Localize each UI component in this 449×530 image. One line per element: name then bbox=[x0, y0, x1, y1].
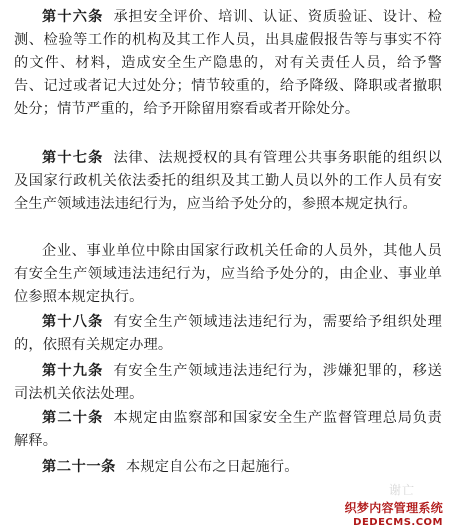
article-21 bbox=[14, 456, 442, 479]
watermark-title: 织梦内容管理系统 bbox=[344, 501, 443, 515]
article-19-text: 有安全生产领域违法违纪行为，涉嫌犯罪的，移送司法机关依法处理。 bbox=[14, 363, 443, 403]
watermark-faded-text: 谢亡 bbox=[388, 483, 415, 497]
article-17-paragraph-2 bbox=[14, 240, 442, 309]
article-16-label: 第十六条 bbox=[42, 9, 104, 25]
article-17-text: 法律、法规授权的具有管理公共事务职能的组织以及国家行政机关依法委托的组织及其工勤人员以外的工作人员有安全生产领域违法违纪行为，应当给予处分的，参照本规定执行。 bbox=[14, 150, 443, 213]
article-20 bbox=[14, 407, 442, 453]
article-16-text: 承担安全评价、培训、认证、资质验证、设计、检测、检验等工作的机构及其工作人员，出具虚假报告等与事实不符的文件、材料，造成安全生产隐患的，对有关责任人员，给予警告、记过或者记大过处分；情节较重的，给予降级、降职或者撤职处分；情节严重的，给予开除留用察看或者开除处分。 bbox=[14, 9, 443, 118]
article-21-text: 本规定自公布之日起施行。 bbox=[125, 459, 299, 475]
article-18 bbox=[14, 311, 442, 357]
article-20-label: 第二十条 bbox=[42, 410, 104, 426]
article-19-label: 第十九条 bbox=[42, 363, 104, 379]
article-18-label: 第十八条 bbox=[42, 314, 104, 330]
watermark bbox=[319, 480, 449, 530]
article-18-text: 有安全生产领域违法违纪行为，需要给予组织处理的，依照有关规定办理。 bbox=[14, 314, 443, 354]
article-17 bbox=[14, 147, 442, 216]
article-17-label: 第十七条 bbox=[42, 150, 104, 166]
watermark-url: DEDECMS.COM bbox=[353, 517, 443, 528]
article-20-text: 本规定由监察部和国家安全生产监督管理总局负责解释。 bbox=[14, 410, 443, 450]
article-21-label: 第二十一条 bbox=[42, 459, 116, 475]
article-19 bbox=[14, 360, 442, 406]
article-17-paragraph-2-text: 企业、事业单位中除由国家行政机关任命的人员外，其他人员有安全生产领域违法违纪行为，应当给予处分的，由企业、事业单位参照本规定执行。 bbox=[14, 243, 442, 306]
article-16 bbox=[14, 6, 442, 121]
